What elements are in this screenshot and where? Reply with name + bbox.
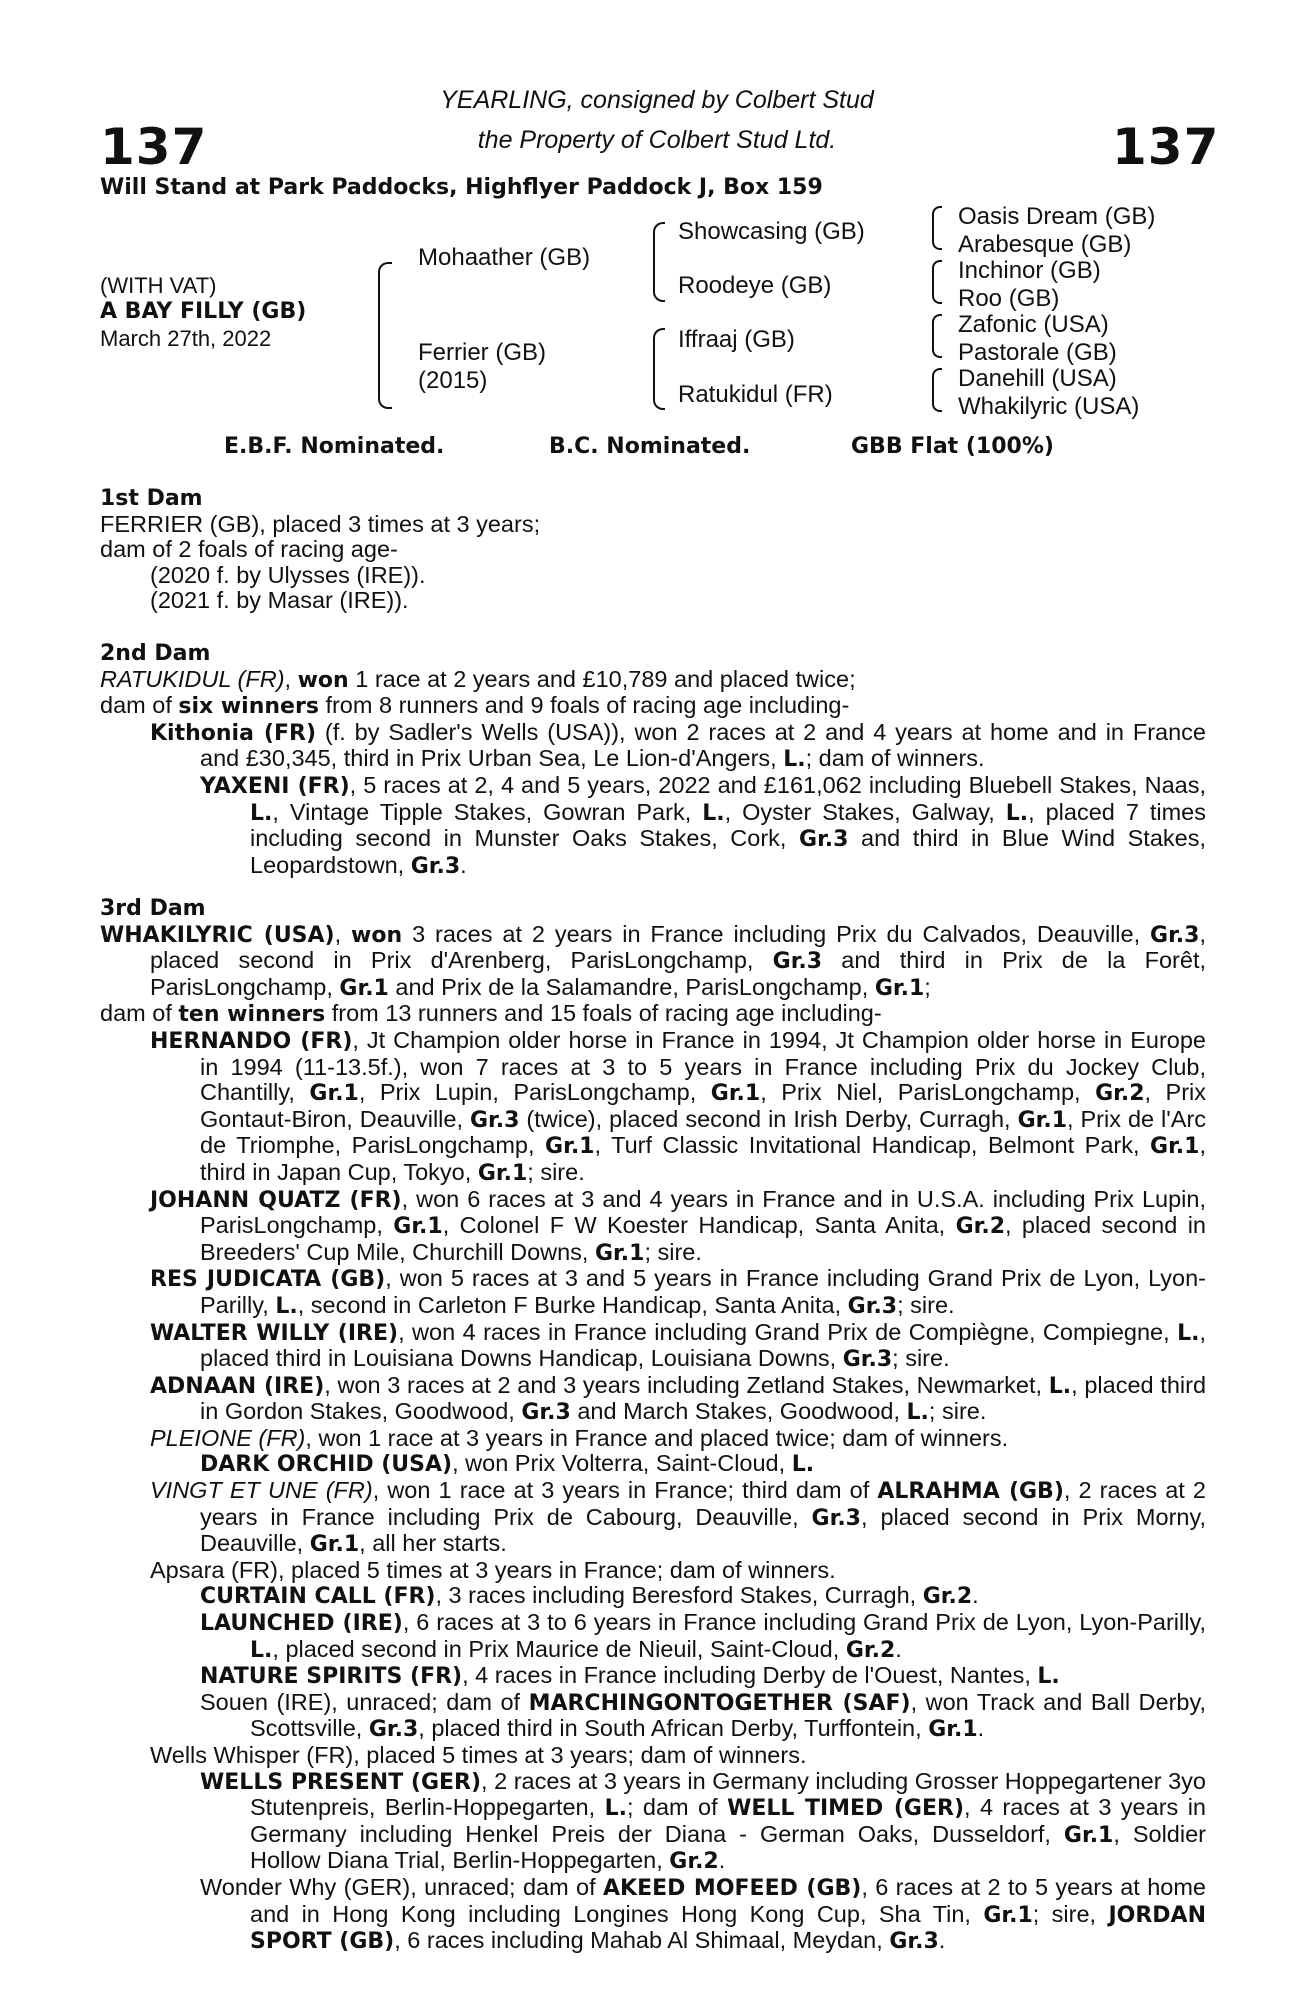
brace-parents: [378, 262, 392, 409]
grade: L.: [1037, 1664, 1060, 1690]
first-dam-line: dam of 2 foals of racing age-: [100, 536, 398, 563]
text: , 3 races including Beresford Stakes, Curragh,: [435, 1582, 917, 1609]
text: and March Stakes, Goodwood,: [577, 1398, 900, 1425]
grade: L.: [1177, 1320, 1200, 1346]
grade: L.: [1048, 1373, 1072, 1399]
text: , Vintage Tipple Stakes, Gowran Park,: [272, 798, 692, 825]
text: , 5 races at 2, 4 and 5 years, 2022 and £161,062 including Bluebell Stakes, Naas,: [349, 771, 1206, 798]
grade: L.: [250, 1637, 273, 1663]
grade: L.: [250, 800, 273, 826]
foal-name: JORDAN SPORT (GB): [250, 1902, 1206, 1955]
text: 1 race at 2 years and £10,789 and placed twice;: [355, 665, 856, 692]
text: , placed second in Prix Morny, Deauville,: [200, 1503, 1207, 1557]
brace-g2: [932, 260, 942, 304]
text: , 2 races at 3 years in Germany including Grosser Hoppegartener 3yo Stutenpreis, Berlin-Hoppegarten,: [250, 1767, 1207, 1821]
grade: L.: [1005, 800, 1029, 826]
foal-name: CURTAIN CALL (FR): [200, 1584, 436, 1610]
text: Wonder Why (GER), unraced; dam of: [200, 1873, 596, 1900]
foal-name: ALRAHMA (GB): [877, 1479, 1064, 1505]
gg-5: Zafonic (USA): [958, 311, 1109, 338]
grade: Gr.1: [477, 1160, 528, 1186]
grade: Gr.2: [669, 1849, 719, 1875]
brace-dam-line: [653, 328, 665, 410]
grade: Gr.3: [521, 1400, 571, 1426]
gg-3: Inchinor (GB): [958, 257, 1101, 284]
grade: Gr.2: [845, 1637, 896, 1663]
dam-sire: Iffraaj (GB): [678, 326, 795, 353]
dam-dam: Ratukidul (FR): [678, 381, 833, 408]
text: , Turf Classic Invitational Handicap, Belmont Park,: [594, 1132, 1140, 1159]
text: , won 1 race at 3 years in France; third dam of: [372, 1477, 870, 1504]
text: , won 5 races at 3 and 5 years in France including Grand Prix de Lyon, Lyon-Parilly,: [200, 1265, 1206, 1318]
foal-line: Wells Whisper (FR), placed 5 times at 3 years; dam of winners.: [150, 1742, 807, 1768]
text: , placed third in South African Derby, Turffontein,: [418, 1715, 922, 1742]
text: ; sire.: [644, 1238, 702, 1265]
gg-2: Arabesque (GB): [958, 231, 1132, 258]
text: , Prix de l'Arc de Triomphe, ParisLongchamp,: [200, 1105, 1207, 1159]
text: (f. by Sadler's Wells (USA)), won 2 races at 2 and 4 years at home and in France and £30,345, third in Prix Urban Sea, Le Lion-d'Angers,: [200, 718, 1206, 772]
text: , won 3 races at 2 and 3 years including Zetland Stakes, Newmarket,: [324, 1371, 1043, 1398]
grade: Gr.3: [799, 827, 849, 853]
property-line: the Property of Colbert Stud Ltd.: [477, 126, 837, 154]
text: , 6 races including Mahab Al Shimaal, Meydan,: [394, 1927, 883, 1954]
text: ; dam of winners.: [805, 745, 985, 772]
grade: Gr.3: [847, 1293, 898, 1319]
foal-name: WELLS PRESENT (GER): [200, 1769, 482, 1795]
text: , 4 races at 3 years in Germany including Henkel Preis der Diana - German Oaks, Dusseldorf,: [250, 1794, 1206, 1847]
text: Souen (IRE), unraced; dam of: [200, 1688, 521, 1715]
foal-name: VINGT ET UNE (FR): [150, 1477, 373, 1504]
first-dam-section: [100, 485, 1206, 614]
lot-number-left: 137: [100, 118, 208, 176]
brace-g4: [932, 368, 942, 412]
foal-name: LAUNCHED (IRE): [200, 1611, 403, 1637]
foal-name: NATURE SPIRITS (FR): [200, 1664, 463, 1690]
gg-4: Roo (GB): [958, 285, 1060, 312]
text: , placed third in Louisiana Downs Handicap, Louisiana Downs,: [200, 1318, 1207, 1372]
grade: Gr.1: [309, 1081, 359, 1107]
text: , won Prix Volterra, Saint-Cloud,: [452, 1450, 786, 1477]
gg-8: Whakilyric (USA): [958, 393, 1140, 420]
grade: Gr.3: [410, 853, 461, 879]
second-dam-heading: 2nd Dam: [100, 641, 211, 666]
dam-year: (2015): [418, 367, 488, 394]
text: , won Track and Ball Derby, Scottsville,: [250, 1688, 1207, 1742]
text: ; dam of: [626, 1794, 718, 1821]
won-label: won: [351, 922, 403, 948]
third-dam-section: 3rd Dam WHAKILYRIC (USA), won 3 races at 2 years in France including Prix du Calvados, Deauville, Gr.3, placed second in Prix d'Arenberg, ParisLongchamp, Gr.3 and third in Prix de la Forêt, ParisLongchamp, Gr.1 and Prix de la Salamandre, ParisLongchamp, Gr.1; dam of ten winners from 13 runners and 15 foals of racing age including- HERNANDO (FR), Jt Champion older horse in France in 1994, Jt Champion older horse in Europe in 1994 (11-13.5f.), won 7 races at 3 to 5 years in France including Prix du Jockey Club, Chantilly, Gr.1, Prix Lupin, ParisLongchamp, Gr.1, Prix Niel, ParisLongchamp, Gr.2, Prix Gontaut-Biron, Deauville, Gr.3 (twice), placed second in Irish Derby, Curragh, Gr.1, Prix de l'Arc de Triomphe, ParisLongchamp, Gr.1, Turf Classic Invitational Handicap, Belmont Park, Gr.1, third in Japan Cup, Tokyo, Gr.1; sire. JOHANN QUATZ (FR), won 6 races at 3 and 4 years in France and in U.S.A. including Prix Lupin, ParisLongchamp, Gr.1, Colonel F W Koester Handicap, Santa Anita, Gr.2, placed second in Breeders' Cup Mile, Churchill Downs, Gr.1; sire. RES JUDICATA (GB), won 5 races at 3 and 5 years in France including Grand Prix de Lyon, Lyon-Parilly, L., second in Carleton F Burke Handicap, Santa Anita, Gr.3; sire. WALTER WILLY (IRE), won 4 races in France including Grand Prix de Compiègne, Compiegne, L., placed third in Louisiana Downs Handicap, Louisiana Downs, Gr.3; sire. ADNAAN (IRE), won 3 races at 2 and 3 years including Zetland Stakes, Newmarket, L., placed third in Gordon Stakes, Goodwood, Gr.3 and March Stakes, Goodwood, L.; sire. PLEIONE (FR), won 1 race at 3 years in France and placed twice; dam of winners. DARK ORCHID (USA), won Prix Volterra, Saint-Cloud, L. VINGT ET UNE (FR), won 1 race at 3 years in France; third dam of ALRAHMA (GB), 2 races at 2 years in France including Prix de Cabourg, Deauville, Gr.3, placed second in Prix Morny, Deauville, Gr.1, all her starts. Apsara (FR), placed 5 times at 3 years in France; dam of winners. CURTAIN CALL (FR), 3 races including Beresford Stakes, Curragh, Gr.2. LAUNCHED (IRE), 6 races at 3 to 6 years in France including Grand Prix de Lyon, Lyon-Parilly, L., placed second in Prix Maurice de Nieuil, Saint-Cloud, Gr.2. NATURE SPIRITS (FR), 4 races in France including Derby de l'Ouest, Nantes, L. Souen (IRE), unraced; dam of MARCHINGONTOGETHER (SAF), won Track and Ball Derby, Scottsville, Gr.3, placed third in South African Derby, Turffontein, Gr.1. Wells Whisper (FR), placed 5 times at 3 years; dam of winners. WELLS PRESENT (GER), 2 races at 3 years in Germany including Grosser Hoppegartener 3yo Stutenpreis, Berlin-Hoppegarten, L.; dam of WELL TIMED (GER), 4 races at 3 years in Germany including Henkel Preis der Diana - German Oaks, Dusseldorf, Gr.1, Soldier Hollow Diana Trial, Berlin-Hoppegarten, Gr.2. Wonder Why (GER), unraced; dam of AKEED MOFEED (GB), 6 races at 2 to 5 years at home and in Hong Kong including Longines Hong Kong Cup, Sha Tin, Gr.1; sire, JORDAN SPORT (GB), 6 races including Mahab Al Shimaal, Meydan, Gr.3.: [100, 896, 1207, 1955]
grade: Gr.3: [368, 1717, 419, 1743]
text: , placed second in Prix d'Arenberg, ParisLongchamp,: [150, 920, 1206, 974]
second-dam-section: 2nd Dam RATUKIDUL (FR), won 1 race at 2 years and £10,789 and placed twice; dam of six winners from 8 runners and 9 foals of racing age including- Kithonia (FR) (f. by Sadler's Wells (USA)), won 2 races at 2 and 4 years at home and in France and £30,345, third in Prix Urban Sea, Le Lion-d'Angers, L.; dam of winners. YAXENI (FR), 5 races at 2, 4 and 5 years, 2022 and £161,062 including Bluebell Stakes, Naas, L., Vintage Tipple Stakes, Gowran Park, L., Oyster Stakes, Galway, L., placed 7 times including second in Munster Oaks Stakes, Cork, Gr.3 and third in Blue Wind Stakes, Leopardstown, Gr.3.: [100, 641, 1206, 879]
text: (twice), placed second in Irish Derby, Curragh,: [526, 1105, 1011, 1132]
text: , Jt Champion older horse in France in 1994, Jt Champion older horse in Europe in 1994 (11-13.5f.), won 7 races at 3 to 5 years in France including Prix du Jockey Club, Chantilly,: [200, 1026, 1207, 1106]
text: , 6 races at 2 to 5 years at home and in Hong Kong including Longines Hong Kong Cup, Sha Tin,: [250, 1873, 1206, 1927]
foal-name: ADNAAN (IRE): [150, 1373, 325, 1399]
second-dam-name: RATUKIDUL (FR): [100, 665, 285, 692]
stand-location: Will Stand at Park Paddocks, Highflyer Paddock J, Box 159: [100, 175, 823, 200]
sire-sire: Showcasing (GB): [678, 218, 865, 245]
sire-dam: Roodeye (GB): [678, 272, 832, 299]
grade: Gr.1: [595, 1240, 645, 1266]
grade: L.: [702, 800, 725, 826]
grade: L.: [783, 747, 806, 773]
text: dam of: [100, 1000, 172, 1027]
text: , Colonel F W Koester Handicap, Santa Anita,: [442, 1212, 946, 1239]
foal-name: HERNANDO (FR): [150, 1028, 353, 1054]
grade: Gr.3: [889, 1929, 939, 1955]
text: and third in Prix de la Forêt, ParisLongchamp,: [150, 947, 1207, 1000]
winners-count: six winners: [178, 694, 319, 720]
foal-line: Apsara (FR), placed 5 times at 3 years in France; dam of winners.: [150, 1556, 836, 1583]
foal-name: Kithonia (FR): [150, 720, 317, 746]
won-label: won: [297, 667, 349, 693]
text: , 4 races in France including Derby de l'Ouest, Nantes,: [462, 1662, 1031, 1689]
foal-name: WELL TIMED (GER): [727, 1796, 964, 1822]
text: ; sire,: [1032, 1900, 1097, 1927]
grade: Gr.1: [710, 1081, 761, 1107]
grade: Gr.1: [928, 1717, 978, 1743]
ebf-nomination: E.B.F. Nominated.: [224, 434, 445, 459]
first-dam-heading: 1st Dam: [100, 486, 203, 511]
grade: L.: [275, 1293, 298, 1319]
grade: Gr.1: [1017, 1107, 1067, 1133]
grade: Gr.3: [1150, 922, 1200, 948]
foal-name: JOHANN QUATZ (FR): [150, 1187, 402, 1213]
third-dam-name: WHAKILYRIC (USA): [100, 922, 335, 948]
foal-name: RES JUDICATA (GB): [150, 1267, 386, 1293]
text: from 13 runners and 15 foals of racing age including-: [331, 1000, 882, 1027]
foal-name: DARK ORCHID (USA): [200, 1452, 453, 1478]
grade: Gr.1: [874, 975, 925, 1001]
foal-name: YAXENI (FR): [200, 773, 350, 799]
grade: Gr.1: [545, 1134, 595, 1160]
text: , 6 races at 3 to 6 years in France including Grand Prix de Lyon, Lyon-Parilly,: [402, 1609, 1206, 1636]
grade: Gr.2: [955, 1214, 1005, 1240]
brace-g1: [932, 206, 942, 250]
text: , placed third in Gordon Stakes, Goodwood,: [200, 1371, 1207, 1425]
vat-note: (WITH VAT): [100, 273, 217, 298]
grade: Gr.2: [1095, 1081, 1145, 1107]
text: and Prix de la Salamandre, ParisLongchamp,: [395, 973, 869, 1000]
gg-6: Pastorale (GB): [958, 339, 1117, 366]
consignment-line: YEARLING, consigned by Colbert Stud: [440, 86, 874, 114]
grade: Gr.1: [983, 1902, 1033, 1928]
grade: Gr.1: [339, 975, 389, 1001]
text: ; sire.: [897, 1291, 955, 1318]
grade: Gr.3: [842, 1347, 893, 1373]
text: ; sire.: [928, 1398, 987, 1425]
text: , won 6 races at 3 and 4 years in France and in U.S.A. including Prix Lupin, ParisLongchamp,: [200, 1185, 1206, 1239]
text: from 8 runners and 9 foals of racing age including-: [325, 692, 850, 719]
grade: Gr.1: [1063, 1822, 1114, 1848]
text: , second in Carleton F Burke Handicap, Santa Anita,: [297, 1291, 842, 1318]
text: , 2 races at 2 years in France including Prix de Cabourg, Deauville,: [200, 1477, 1206, 1530]
gg-1: Oasis Dream (GB): [958, 203, 1156, 230]
text: , all her starts.: [359, 1530, 507, 1557]
grade: Gr.3: [469, 1107, 520, 1133]
text: , third in Japan Cup, Tokyo,: [200, 1132, 1206, 1185]
dam: Ferrier (GB): [418, 339, 546, 366]
text: , Oyster Stakes, Galway,: [724, 798, 995, 825]
grade: Gr.1: [309, 1532, 360, 1558]
text: ; sire.: [892, 1345, 950, 1372]
text: , won 4 races in France including Grand Prix de Compiègne, Compiegne,: [398, 1318, 1170, 1345]
brace-g3: [932, 314, 942, 358]
text: , Soldier Hollow Diana Trial, Berlin-Hoppegarten,: [250, 1820, 1206, 1874]
text: , placed second in Prix Maurice de Nieuil, Saint-Cloud,: [272, 1635, 840, 1662]
text: ; sire.: [527, 1158, 585, 1185]
text: , won 1 race at 3 years in France and placed twice; dam of winners.: [305, 1424, 1009, 1451]
bc-nomination: B.C. Nominated.: [549, 434, 751, 459]
grade: L.: [906, 1400, 929, 1426]
text: 3 races at 2 years in France including Prix du Calvados, Deauville,: [412, 920, 1141, 947]
foal-name: PLEIONE (FR): [150, 1424, 306, 1451]
lot-number-right: 137: [1112, 118, 1220, 176]
horse-dob: March 27th, 2022: [100, 326, 272, 351]
text: , placed 7 times including second in Munster Oaks Stakes, Cork,: [250, 798, 1206, 852]
foal-name: MARCHINGONTOGETHER (SAF): [528, 1690, 911, 1716]
text: , placed second in Breeders' Cup Mile, Churchill Downs,: [200, 1212, 1206, 1265]
grade: Gr.2: [922, 1584, 973, 1610]
first-dam-line: FERRIER (GB), placed 3 times at 3 years;: [100, 510, 541, 537]
text: dam of: [100, 692, 172, 719]
grade: L.: [604, 1796, 627, 1822]
grade: L.: [791, 1452, 815, 1478]
third-dam-heading: 3rd Dam: [100, 896, 206, 921]
gbb-flat: GBB Flat (100%): [851, 434, 1054, 459]
text: , Prix Gontaut-Biron, Deauville,: [200, 1079, 1207, 1132]
text: , Prix Lupin, ParisLongchamp,: [358, 1079, 697, 1106]
sire: Mohaather (GB): [418, 244, 591, 271]
foal-line: (2020 f. by Ulysses (IRE)).: [150, 561, 426, 588]
grade: Gr.3: [811, 1505, 861, 1531]
grade: Gr.1: [1150, 1134, 1200, 1160]
brace-sire-line: [653, 222, 665, 302]
gg-7: Danehill (USA): [958, 365, 1117, 392]
grade: Gr.1: [393, 1214, 443, 1240]
horse-name: A BAY FILLY (GB): [100, 299, 307, 324]
text: and third in Blue Wind Stakes, Leopardstown,: [250, 825, 1206, 878]
grade: Gr.3: [772, 949, 823, 975]
text: , Prix Niel, ParisLongchamp,: [760, 1079, 1081, 1106]
foal-line: (2021 f. by Masar (IRE)).: [150, 587, 409, 614]
winners-count: ten winners: [178, 1002, 326, 1028]
foal-name: WALTER WILLY (IRE): [150, 1320, 399, 1346]
foal-name: AKEED MOFEED (GB): [603, 1875, 862, 1901]
